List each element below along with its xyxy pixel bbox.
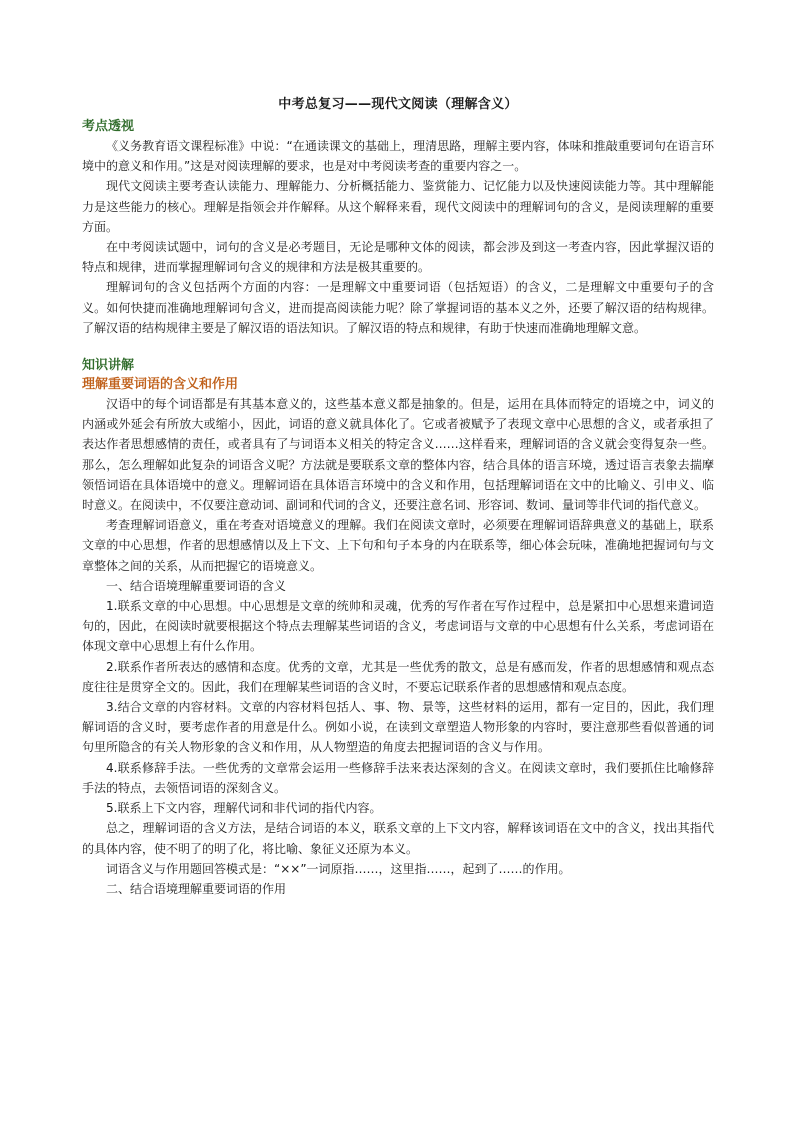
paragraph: 汉语中的每个词语都是有其基本意义的，这些基本意义都是抽象的。但是，运用在具体而特定的语境之中，词义的内涵或外延会有所放大或缩小，因此，词语的意义就具体化了。它或者被赋予了表现文章中心思想的含义，或者承担了表达作者思想感情的责任，或者具有了与词语本义相关的特定含义……这样看来，理解词语的含义就会变得复杂一些。那么，怎么理解如此复杂的词语含义呢？方法就是要联系文章的整体内容，结合具体的语言环境，透过语言表象去揣摩领悟词语在具体语境中的意义。理解词语在具体语言环境中的含义和作用，包括理解词语在文中的比喻义、引申义、临时意义。在阅读中，不仅要注意动词、副词和代词的含义，还要注意名词、形容词、数词、量词等非代词的指代意义。: [82, 397, 714, 513]
document-page: [82, 96, 714, 899]
paragraph: 《义务教育语文课程标准》中说：“在通读课文的基础上，理清思路，理解主要内容，体味和推敲重要词句在语言环境中的意义和作用。”这是对阅读理解的要求，也是对中考阅读考查的重要内容之一。: [82, 139, 714, 174]
list-item: 4.联系修辞手法。一些优秀的文章常会运用一些修辞手法来表达深刻的含义。在阅读文章时，我们要抓住比喻修辞手法的特点，去领悟词语的深刻含义。: [82, 760, 714, 795]
section-spacer: [82, 338, 714, 356]
list-item: 1.联系文章的中心思想。中心思想是文章的统帅和灵魂，优秀的写作者在写作过程中，总是紧扣中心思想来遣词造句的，因此，在阅读时就要根据这个特点去理解某些词语的含义，考虑词语与文章的中心思想有什么关系，考虑词语在体现文章中心思想上有什么作用。: [82, 599, 714, 654]
section-heading-knowledge: 知识讲解: [82, 358, 135, 374]
paragraph: 词语含义与作用题回答模式是：“××”一词原指……，这里指……，起到了……的作用。: [106, 861, 571, 876]
paragraph: 在中考阅读试题中，词句的含义是必考题目，无论是哪种文体的阅读，都会涉及到这一考查内容，因此掌握汉语的特点和规律，进而掌握理解词句含义的规律和方法是极其重要的。: [82, 240, 714, 275]
subsection-heading: 理解重要词语的含义和作用: [82, 377, 239, 393]
section-heading-exam-points: 考点透视: [82, 119, 135, 134]
list-item: 2.联系作者所表达的感情和态度。优秀的文章，尤其是一些优秀的散文，总是有感而发，作者的思想感情和观点态度往往是贯穿全文的。因此，我们在理解某些词语的含义时，不要忘记联系作者的思想感情和观点态度。: [82, 659, 714, 694]
paragraph: 现代文阅读主要考查认读能力、理解能力、分析概括能力、鉴赏能力、记忆能力以及快速阅读能力等。其中理解能力是这些能力的核心。理解是指领会并作解释。从这个解释来看，现代文阅读中的理解词句的含义，是阅读理解的重要方面。: [82, 179, 714, 234]
document-title: 中考总复习——现代文阅读（理解含义）: [278, 97, 518, 112]
list-heading: 一、结合语境理解重要词语的含义: [106, 578, 287, 593]
paragraph: 考查理解词语意义，重在考查对语境意义的理解。我们在阅读文章时，必须要在理解词语辞典意义的基础上，联系文章的中心思想，作者的思想感情以及上下文、上下句和句子本身的内在联系等，细心体会玩味，准确地把握词句与文章整体之间的关系，从而把握它的语境意义。: [82, 518, 714, 573]
paragraph: 总之，理解词语的含义方法，是结合词语的本义，联系文章的上下文内容，解释该词语在文中的含义，找出其指代的具体内容，使不明了的明了化，将比喻、象征义还原为本义。: [82, 821, 714, 856]
list-item: 5.联系上下文内容，理解代词和非代词的指代内容。: [106, 801, 382, 816]
list-item: 3.结合文章的内容材料。文章的内容材料包括人、事、物、景等，这些材料的运用，都有一定目的，因此，我们理解词语的含义时，要考虑作者的用意是什么。例如小说，在读到文章塑造人物形象的内容时，要注意那些看似普通的词句里所隐含的有关人物形象的含义和作用，从人物塑造的角度去把握词语的含义与作用。: [82, 700, 714, 755]
paragraph: 理解词句的含义包括两个方面的内容：一是理解文中重要词语（包括短语）的含义，二是理解文中重要句子的含义。如何快捷而准确地理解词句含义，进而提高阅读能力呢？除了掌握词语的基本义之外，还要了解汉语的结构规律。了解汉语的结构规律主要是了解汉语的语法知识。了解汉语的特点和规律，有助于快速而准确地理解文意。: [82, 280, 714, 335]
list-heading: 二、结合语境理解重要词语的作用: [106, 881, 287, 896]
